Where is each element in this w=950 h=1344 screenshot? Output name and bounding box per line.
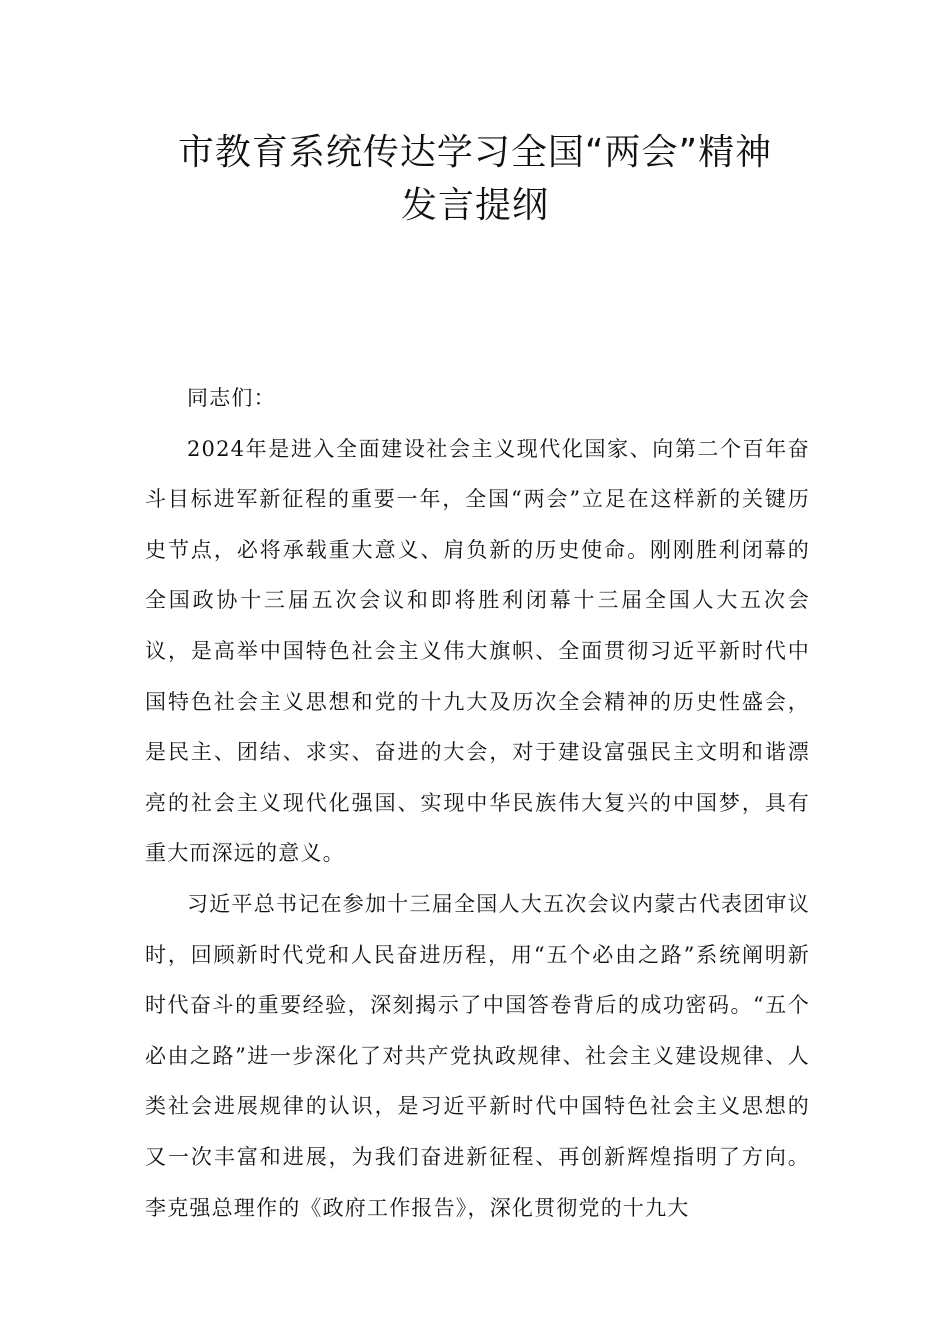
document-title-line-1: 市教育系统传达学习全国“两会”精神: [177, 132, 773, 173]
paragraph-2: 习近平总书记在参加十三届全国人大五次会议内蒙古代表团审议时，回顾新时代党和人民奋进历程，用“五个必由之路”系统阐明新时代奋斗的重要经验，深刻揭示了中国答卷背后的成功密码。“五个必由之路”进一步深化了对共产党执政规律、社会主义建设规律、人类社会进展规律的认识，是习近平新时代中国特色社会主义思想的又一次丰富和进展，为我们奋进新征程、再创新辉煌指明了方向。李克强总理作的《政府工作报告》，深化贯彻党的十九大: [145, 891, 810, 1220]
document-title-line-2: 发言提纲: [400, 185, 549, 226]
salutation: 同志们：: [187, 386, 276, 410]
paragraph-1: 2024年是进入全面建设社会主义现代化国家、向第二个百年奋斗目标进军新征程的重要一年，全国“两会”立足在这样新的关键历史节点，必将承载重大意义、肩负新的历史使命。刚刚胜利闭幕的全国政协十三届五次会议和即将胜利闭幕十三届全国人大五次会议，是高举中国特色社会主义伟大旗帜、全面贯彻习近平新时代中国特色社会主义思想和党的十九大及历次全会精神的历史性盛会，是民主、团结、求实、奋进的大会，对于建设富强民主文明和谐漂亮的社会主义现代化强国、实现中华民族伟大复兴的中国梦，具有重大而深远的意义。: [145, 436, 810, 866]
document-body: [145, 373, 810, 1233]
